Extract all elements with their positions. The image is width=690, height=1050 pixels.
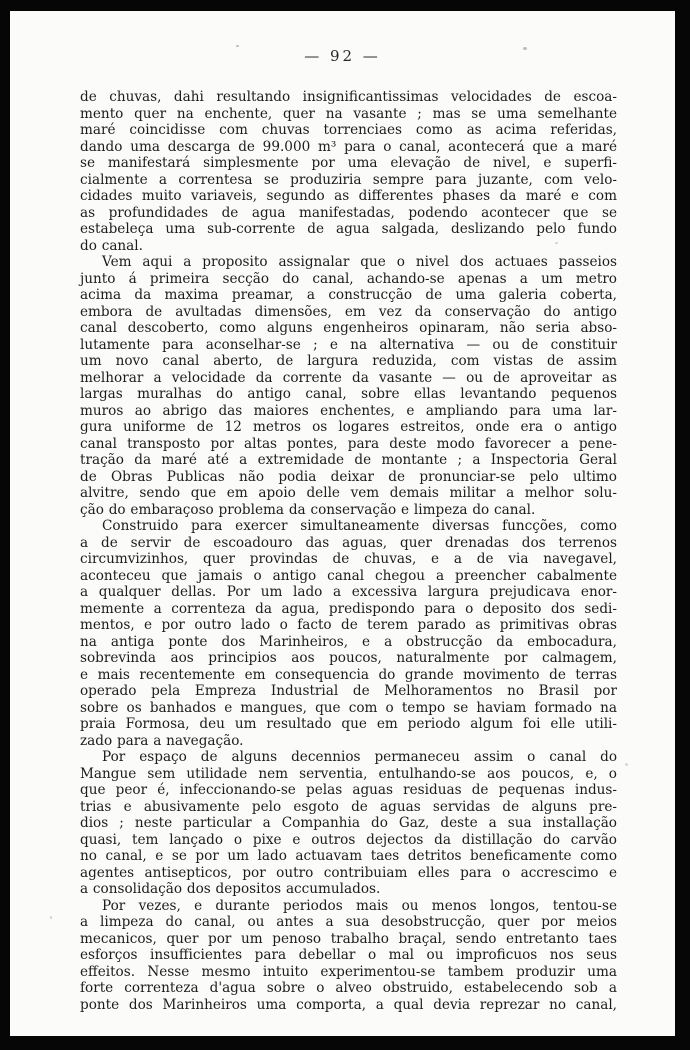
text-line: canal transposto por altas pontes, para deste modo favorecer a pene- <box>80 435 617 452</box>
text-line: estabeleça uma sub-corrente de agua salgada, deslizando pelo fundo <box>80 221 617 237</box>
text-line: forte correnteza d'agua sobre o alveo obstruido, estabelecendo sob a <box>80 980 617 996</box>
text-line: junto á primeira secção do canal, achando-se apenas a um metro <box>80 270 617 287</box>
paragraph <box>80 254 617 518</box>
text-line: lutamente para aconselhar-se ; e na alternativa — ou de constituir <box>80 336 617 353</box>
text-line: cialmente a correntesa se produziria sempre para juzante, com velo- <box>80 171 617 188</box>
text-line: maré coincidisse com chuvas torrenciaes como as acima referidas, <box>80 122 617 138</box>
text-line: Mangue sem utilidade nem serventia, entulhando-se aos poucos, e, o <box>80 765 617 782</box>
text-line: e mais recentemente em consequencia do grande movimento de terras <box>80 666 617 683</box>
text-line: que peor é, infeccionando-se pelas aguas residuas de pequenas indus- <box>80 782 617 798</box>
text-line: a consolidação dos depositos accumulados. <box>80 881 381 897</box>
text-line: as profundidades de agua manifestadas, podendo acontecer que se <box>80 204 617 221</box>
text-line: esforços insufficientes para debellar o mal ou improficuos nos seus <box>80 947 617 963</box>
scan-speck <box>625 763 628 766</box>
text-line: do canal. <box>80 237 143 254</box>
text-line: mecanicos, quer por um penoso trabalho braçal, sendo entretanto taes <box>80 930 617 947</box>
scan-speck <box>236 45 239 47</box>
text-line: tração da maré até a extremidade de montante ; a Inspectoria Geral <box>80 452 617 468</box>
paragraph <box>80 89 617 254</box>
text-line: operado pela Empreza Industrial de Melhoramentos no Brasil por <box>80 683 617 699</box>
text-line: um novo canal aberto, de largura reduzida, com vistas de assim <box>80 353 617 369</box>
text-line: Construido para exercer simultaneamente diversas funcções, como <box>102 518 617 534</box>
paragraph <box>80 518 617 749</box>
text-line: dios ; neste particular a Companhia do Gaz, deste a sua installação <box>80 815 617 831</box>
text-line: praia Formosa, deu um resultado que em periodo algum foi elle utili- <box>80 716 617 732</box>
text-line: agentes antisepticos, por outro contribuiam elles para o accrescimo e <box>80 864 617 881</box>
text-line: zado para a navegação. <box>80 732 244 749</box>
scan-speck <box>50 916 52 919</box>
text-line: ponte dos Marinheiros uma comporta, a qual devia reprezar no canal, <box>80 996 617 1013</box>
text-line: no canal, e se por um lado actuavam taes detritos beneficamente como <box>80 848 617 864</box>
text-line: na antiga ponte dos Marinheiros, e a obstrucção da embocadura, <box>80 633 617 650</box>
text-line: quasi, tem lançado o pixe e outros dejectos da distillação do carvão <box>80 831 617 848</box>
scan-speck <box>523 47 527 50</box>
text-line: memente a correnteza da agua, predispondo para o deposito dos sedi- <box>80 600 617 617</box>
text-line: dando uma descarga de 99.000 m³ para o canal, acontecerá que a maré <box>80 138 617 155</box>
text-line: Por espaço de alguns decennios permaneceu assim o canal do <box>102 749 617 765</box>
text-line: effeitos. Nesse mesmo intuito experimentou-se tambem produzir uma <box>80 963 617 980</box>
text-line: sobrevinda aos principios aos poucos, naturalmente por calmagem, <box>80 650 617 666</box>
text-line: largas muralhas do antigo canal, sobre ellas levantando pequenos <box>80 386 617 402</box>
text-line: muros ao abrigo das maiores enchentes, e ampliando para uma lar- <box>80 402 617 419</box>
text-line: a limpeza do canal, ou antes a sua desobstrucção, quer por meios <box>80 914 617 930</box>
text-line: sobre os banhados e mangues, que com o tempo se haviam formado na <box>80 699 617 716</box>
scan-speck <box>555 242 558 244</box>
paragraph <box>80 898 617 1014</box>
text-line: mentos, e por outro lado o facto de terem parado as primitivas obras <box>80 617 617 633</box>
text-line: melhorar a velocidade da corrente da vasante — ou de aproveitar as <box>80 369 617 386</box>
document-page <box>10 11 675 1036</box>
text-line: acima da maxima preamar, a construcção de uma galeria coberta, <box>80 287 617 303</box>
text-line: de Obras Publicas não podia deixar de pronunciar-se pelo ultimo <box>80 468 617 485</box>
page-number: — 92 — <box>304 47 381 65</box>
text-line: aconteceu que jamais o antigo canal chegou a preencher cabalmente <box>80 567 617 584</box>
text-line: a de servir de escoadouro das aguas, quer drenadas dos terrenos <box>80 534 617 551</box>
text-line: trias e abusivamente pelo esgoto de aguas servidas de alguns pre- <box>80 798 617 815</box>
text-column <box>80 89 617 1013</box>
text-line: ção do embaraçoso problema da conservação e limpeza do canal. <box>80 501 536 518</box>
text-line: a qualquer dellas. Por um lado a excessiva largura prejudicava enor- <box>80 584 617 600</box>
text-line: gura uniforme de 12 metros os logares estreitos, onde era o antigo <box>80 419 617 435</box>
text-line: embora de avultadas dimensões, em vez da conservação do antigo <box>80 303 617 320</box>
text-line: alvitre, sendo que em apoio delle vem demais militar a melhor solu- <box>80 485 617 501</box>
text-line: mento quer na enchente, quer na vasante ; mas se uma semelhante <box>80 105 617 122</box>
text-line: Por vezes, e durante periodos mais ou menos longos, tentou-se <box>102 897 617 914</box>
text-line: se manifestará simplesmente por uma elevação de nivel, e superfi- <box>80 155 617 171</box>
text-line: de chuvas, dahi resultando insignificantissimas velocidades de escoa- <box>80 89 617 105</box>
text-line: cidades muito variaveis, segundo as differentes phases da maré e com <box>80 188 617 204</box>
text-line: canal descoberto, como alguns engenheiros opinaram, não seria abso- <box>80 320 617 336</box>
text-line: Vem aqui a proposito assignalar que o nivel dos actuaes passeios <box>102 254 617 270</box>
text-line: circumvizinhos, quer provindas de chuvas, e a de via navegavel, <box>80 551 617 567</box>
paragraph <box>80 749 617 898</box>
